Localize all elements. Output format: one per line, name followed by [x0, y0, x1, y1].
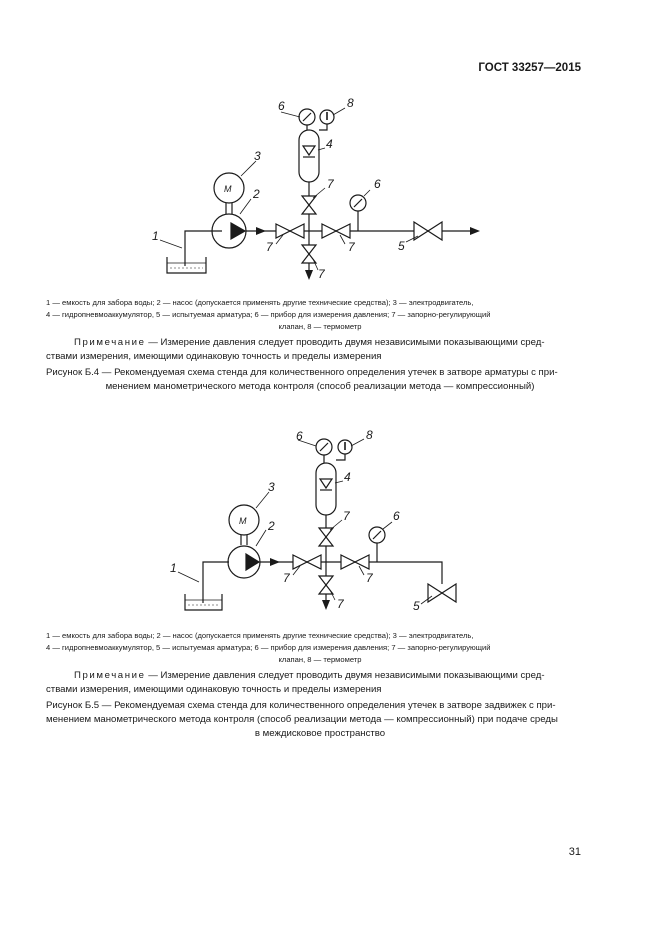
pressure-gauge-6-top — [316, 439, 332, 463]
suction-pipe — [203, 562, 229, 603]
label-6-top: 6 — [278, 99, 285, 113]
figure-b4-diagram — [0, 88, 661, 288]
legend-line: клапан, 8 — термометр — [278, 322, 362, 331]
label-6-right: 6 — [393, 509, 400, 523]
caption-line: менением манометрического метода контроля (способ реализации метода — компрессионный) при подаче среды — [46, 714, 558, 725]
label-7-lower: 7 — [337, 597, 344, 611]
legend-line: 1 — емкость для забора воды; 2 — насос (допускается применять другие технические средства); 3 — электродвигатель, — [46, 631, 474, 640]
legend-line: 4 — гидропневмоаккумулятор, 5 — испытуемая арматура; 6 — прибор для измерения давления; 7 — запорно-регулирующий — [46, 643, 491, 652]
figure-b5-caption — [46, 699, 594, 741]
figure-b4-caption — [46, 366, 594, 394]
page-number: 31 — [568, 846, 581, 858]
figure-b5-note — [46, 669, 594, 697]
note-text: — Измерение давления следует проводить двумя независимыми показывающими сред- — [145, 670, 545, 681]
label-6-right: 6 — [374, 177, 381, 191]
label-7-lower: 7 — [318, 267, 325, 281]
thermometer-8 — [319, 110, 334, 130]
label-7-upper: 7 — [343, 509, 350, 523]
label-1: 1 — [170, 561, 177, 575]
pressure-gauge-6-right — [369, 527, 385, 562]
suction-pipe — [185, 231, 222, 266]
note-lead: Примечание — [74, 670, 146, 681]
motor-letter: М — [239, 516, 247, 526]
valve-7-right — [341, 555, 369, 569]
caption-line: Рисунок Б.5 — Рекомендуемая схема стенда для количественного определения утечек в затворе задвижек с при- — [46, 700, 556, 711]
label-4: 4 — [344, 470, 351, 484]
label-3: 3 — [254, 149, 261, 163]
note-text: ствами измерения, имеющими одинаковую точность и пределы измерения — [46, 351, 382, 362]
pressure-gauge-6-right — [350, 195, 366, 231]
note-lead: Примечание — [74, 337, 146, 348]
label-7-upper: 7 — [327, 177, 334, 191]
label-3: 3 — [268, 480, 275, 494]
thermometer-8 — [336, 440, 352, 460]
accumulator-4 — [316, 463, 336, 515]
label-6-top: 6 — [296, 429, 303, 443]
label-1: 1 — [152, 229, 159, 243]
figure-b4-note — [46, 336, 594, 364]
note-text: — Измерение давления следует проводить двумя независимыми показывающими сред- — [145, 337, 545, 348]
label-2: 2 — [253, 187, 260, 201]
valve-7-upper — [319, 528, 333, 546]
pressure-gauge-6-top — [299, 109, 315, 130]
figure-b5-legend — [46, 630, 594, 666]
caption-line: в междисковое пространство — [254, 728, 386, 739]
caption-line: менением манометрического метода контроля (способ реализации метода — компрессионный) — [105, 381, 535, 392]
label-2: 2 — [268, 519, 275, 533]
label-7-right: 7 — [366, 571, 373, 585]
test-valve-5 — [414, 222, 442, 240]
label-7-right: 7 — [348, 240, 355, 254]
valve-7-left — [276, 224, 304, 238]
motor-letter: М — [224, 184, 232, 194]
pump — [228, 546, 260, 578]
note-text: ствами измерения, имеющими одинаковую точность и пределы измерения — [46, 684, 382, 695]
valve-7-upper — [302, 196, 316, 214]
caption-line: Рисунок Б.4 — Рекомендуемая схема стенда для количественного определения утечек в затворе арматуры с при- — [46, 367, 558, 378]
label-8: 8 — [347, 96, 354, 110]
figure-b4-legend — [46, 297, 594, 333]
label-5: 5 — [398, 239, 405, 253]
valve-7-right — [322, 224, 350, 238]
accumulator-4 — [299, 130, 319, 182]
water-tank — [167, 257, 206, 273]
figure-b5-diagram — [0, 422, 661, 622]
label-5: 5 — [413, 599, 420, 613]
label-7-left: 7 — [266, 240, 273, 254]
legend-line: 1 — емкость для забора воды; 2 — насос (допускается применять другие технические средства); 3 — электродвигатель, — [46, 298, 474, 307]
test-valve-5 — [428, 584, 456, 602]
valve-7-left — [293, 555, 321, 569]
legend-line: клапан, 8 — термометр — [278, 655, 362, 664]
legend-line: 4 — гидропневмоаккумулятор, 5 — испытуемая арматура; 6 — прибор для измерения давления; 7 — запорно-регулирующий — [46, 310, 491, 319]
label-8: 8 — [366, 428, 373, 442]
standard-designation: ГОСТ 33257—2015 — [478, 62, 581, 74]
label-7-left: 7 — [283, 571, 290, 585]
label-4: 4 — [326, 137, 333, 151]
